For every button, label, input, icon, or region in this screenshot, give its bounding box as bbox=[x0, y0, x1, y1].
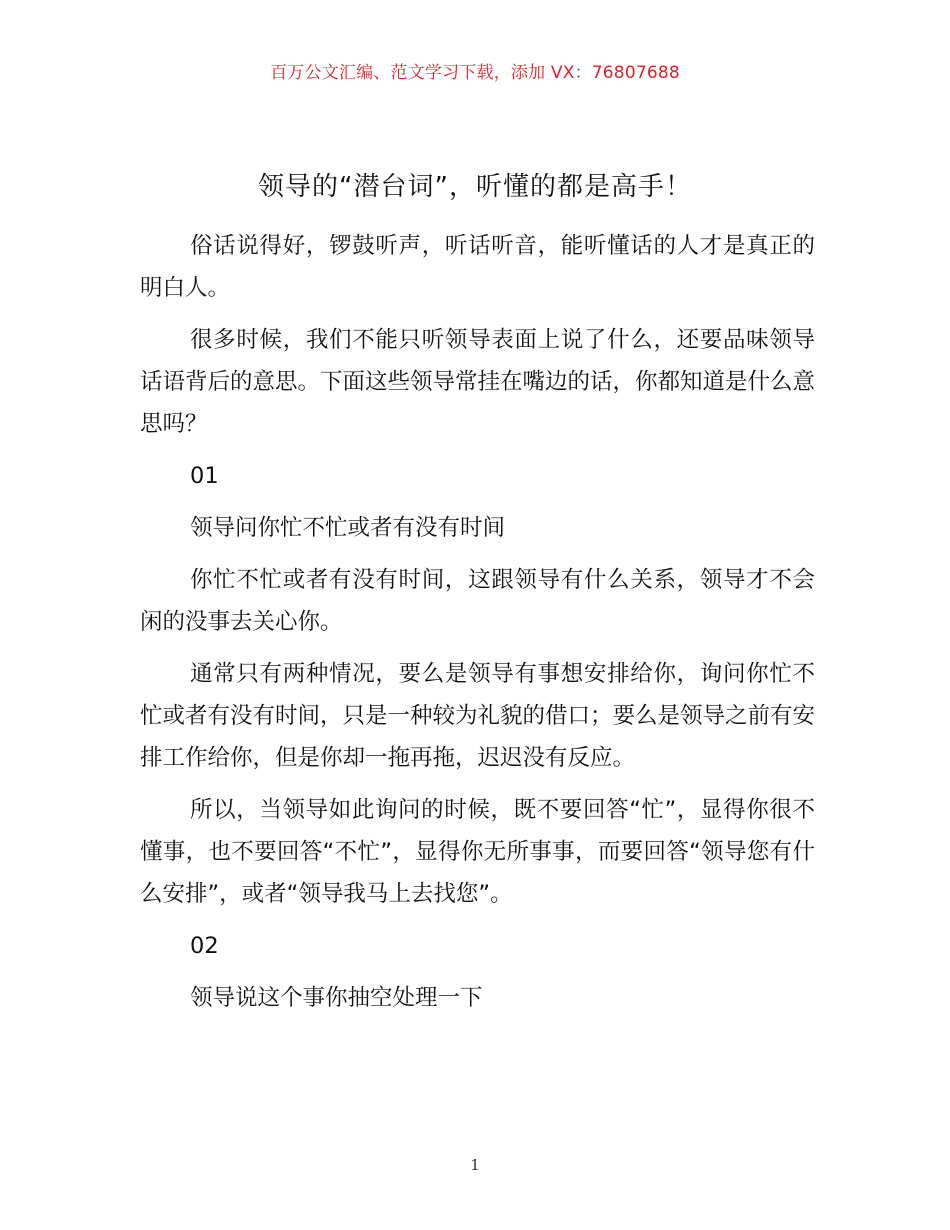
section-number-01: 01 bbox=[190, 463, 219, 489]
paragraph-intro: 俗话说得好，锣鼓听声，听话听音，能听懂话的人才是真正的明白人。 bbox=[140, 233, 815, 301]
page-number: 1 bbox=[470, 1156, 480, 1174]
paragraph-context: 很多时候，我们不能只听领导表面上说了什么，还要品味领导话语背后的意思。下面这些领导常挂在嘴边的话，你都知道是什么意思吗？ bbox=[140, 327, 816, 437]
section-number-02: 02 bbox=[190, 933, 219, 959]
paragraph-01-b: 通常只有两种情况，要么是领导有事想安排给你，询问你忙不忙或者有没有时间，只是一种较为礼貌的借口；要么是领导之前有安排工作给你，但是你却一拖再拖，迟迟没有反应。 bbox=[140, 661, 816, 771]
watermark-banner: 百万公文汇编、范文学习下载，添加 VX：76807688 bbox=[270, 63, 680, 83]
section-heading-01: 领导问你忙不忙或者有没有时间 bbox=[190, 515, 506, 541]
section-heading-02: 领导说这个事你抽空处理一下 bbox=[190, 985, 483, 1011]
paragraph-01-a: 你忙不忙或者有没有时间，这跟领导有什么关系，领导才不会闲的没事去关心你。 bbox=[140, 567, 815, 635]
paragraph-01-c: 所以，当领导如此询问的时候，既不要回答“忙”，显得你很不懂事，也不要回答“不忙”，显得你无所事事，而要回答“领导您有什么安排”，或者“领导我马上去找您”。 bbox=[140, 797, 815, 907]
document-title: 领导的“潜台词”，听懂的都是高手！ bbox=[258, 172, 692, 202]
document-body bbox=[140, 225, 815, 1029]
